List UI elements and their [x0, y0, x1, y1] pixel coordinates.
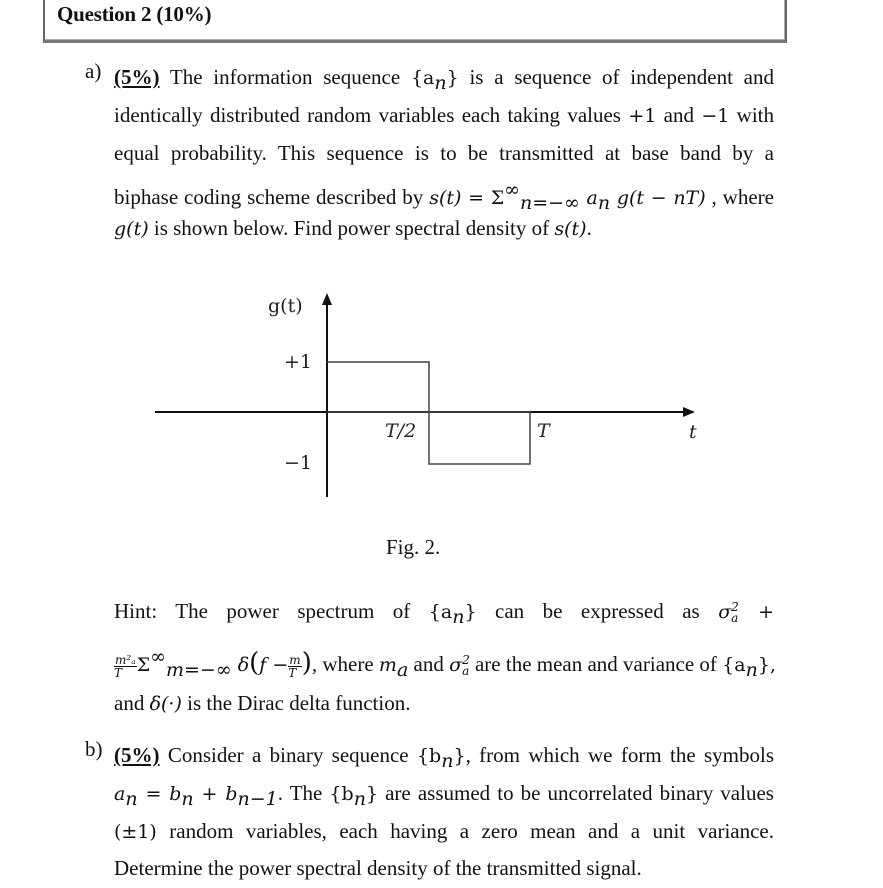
- figure-caption: Fig. 2.: [386, 535, 441, 559]
- part-a-points: (5%): [114, 65, 160, 89]
- question-title: Question 2 (10%): [57, 2, 212, 26]
- part-b-points: (5%): [114, 743, 160, 767]
- x-axis-arrow-icon: [683, 407, 695, 417]
- y-tick-plus-one: +1: [284, 351, 313, 373]
- hint-line-2: $\frac{\text{m²ₐ}}{T}$ $\Sigma^\infty_{m=-\infty}$ δ(f − $\frac{m}{T}$ ), where $m_a$ and σ 2 a are the mean and variance of $\{a_n\}$,: [114, 646, 776, 682]
- y-axis-arrow-icon: [322, 293, 332, 305]
- part-a-line-3: equal probability. This sequence is to be transmitted at base band by a: [114, 140, 774, 165]
- part-b-text: [114, 737, 774, 888]
- part-a-label: a): [85, 59, 102, 83]
- hint-text: [114, 588, 774, 726]
- part-b-line-2: $a_n = b_n + b_{n-1}$. The $\{b_n\}$ are assumed to be uncorrelated binary values: [114, 780, 774, 810]
- part-b-label: b): [85, 737, 103, 761]
- part-a-line-4: biphase coding scheme described by $s(t) = \Sigma^\infty_{n=-\infty}$ $a_n$ g(t − nT) , where: [114, 179, 774, 215]
- y-tick-minus-one: −1: [284, 452, 313, 474]
- part-b-line-1: (5%) Consider a binary sequence $\{b_n\}$, from which we form the symbols: [114, 743, 774, 773]
- part-a-text: [114, 59, 774, 248]
- part-a-line-1: (5%) The information sequence $\{a_n\}$ is a sequence of independent and: [114, 65, 775, 95]
- part-a-line-5: g(t) is shown below. Find power spectral density of s(t).: [114, 216, 592, 241]
- hint-line-1: Hint: The power spectrum of $\{a_n\}$ can be expressed as σ 2 a +: [114, 599, 774, 629]
- part-a-line-2: identically distributed random variables each taking values +1 and −1 with: [114, 102, 774, 127]
- hint-line-3: and δ(·) is the Dirac delta function.: [114, 691, 411, 715]
- x-tick-period: T: [537, 420, 550, 442]
- y-axis-label: g(t): [268, 295, 303, 317]
- part-b-line-3: (±1) random variables, each having a zero mean and a unit variance.: [114, 818, 774, 843]
- x-axis-label: t: [689, 421, 697, 443]
- part-b-line-4: Determine the power spectral density of the transmitted signal.: [114, 856, 642, 881]
- x-tick-half-period: T/2: [385, 420, 417, 442]
- signal-equation: s(t) =: [429, 187, 491, 210]
- question-header-box: [43, 0, 787, 43]
- waveform-figure: [150, 285, 710, 515]
- hint-fraction: $\frac{\text{m²ₐ}}{T}$: [114, 652, 136, 680]
